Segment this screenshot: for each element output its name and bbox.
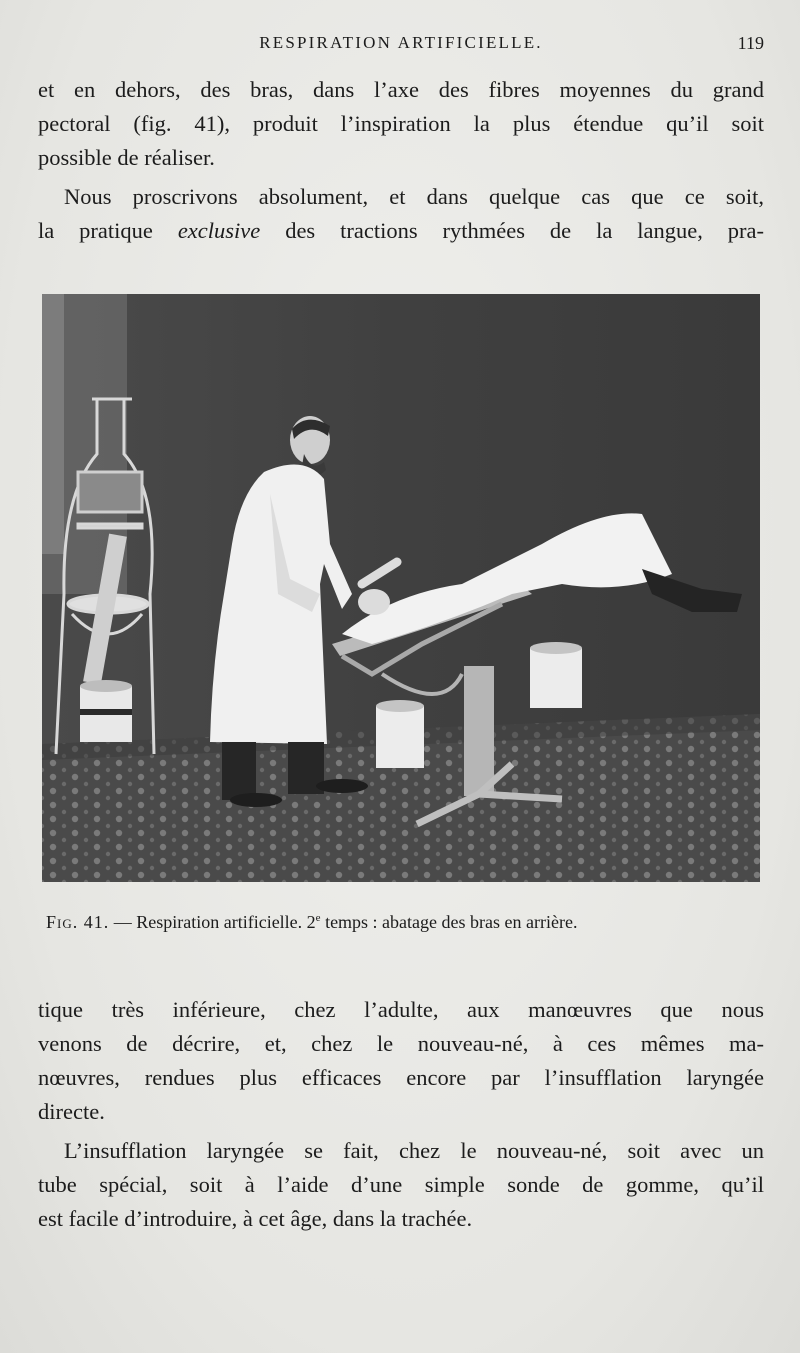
text-line: pectoral (fig. 41), produit l’inspiration la plus étendue qu’il soit: [38, 111, 764, 136]
text-line: possible de réaliser.: [38, 145, 215, 170]
photograph-illustration: [42, 294, 760, 882]
text-line: Nous proscrivons absolument, et dans quelque cas que ce soit,: [64, 184, 764, 209]
caption-text-end: temps : abatage des bras en arrière.: [320, 912, 578, 932]
text-line: [38, 214, 764, 248]
running-head: [38, 33, 764, 57]
text-line: venons de décrire, et, chez le nouveau-né, à ces mêmes ma-: [38, 1031, 764, 1056]
text-line: est facile d’introduire, à cet âge, dans la trachée.: [38, 1206, 473, 1231]
text-line: tique très inférieure, chez l’adulte, aux manœuvres que nous: [38, 997, 764, 1022]
figure-photograph: [42, 294, 760, 882]
caption-superscript: e: [315, 912, 321, 924]
text-line: nœuvres, rendues plus efficaces encore par l’insufflation laryngée: [38, 1065, 764, 1090]
paragraph-3: [38, 1134, 764, 1236]
text-line: directe.: [38, 1099, 105, 1124]
paragraph-2-continued: [38, 993, 764, 1129]
figure-label: Fig. 41.: [46, 912, 110, 932]
page-number: 119: [737, 33, 764, 53]
bucket-center: [376, 700, 424, 768]
emphasis-exclusive: exclusive: [177, 218, 261, 243]
bucket-left: [80, 680, 132, 742]
bucket-right: [530, 642, 582, 708]
paragraph-1: [38, 73, 764, 175]
text-line: tube spécial, soit à l’aide d’une simple sonde de gomme, qu’il: [38, 1172, 764, 1197]
text-run: des tractions rythmées de la langue, pra-: [260, 218, 764, 243]
running-title: RESPIRATION ARTIFICIELLE.: [259, 33, 543, 52]
caption-text: — Respiration artificielle. 2: [109, 912, 316, 932]
figure-caption: [46, 912, 760, 933]
text-line: L’insufflation laryngée se fait, chez le nouveau-né, soit avec un: [64, 1138, 764, 1163]
text-line: et en dehors, des bras, dans l’axe des fibres moyennes du grand: [38, 77, 764, 102]
paragraph-2-start: [38, 180, 764, 248]
text-run: la pratique: [38, 218, 178, 243]
